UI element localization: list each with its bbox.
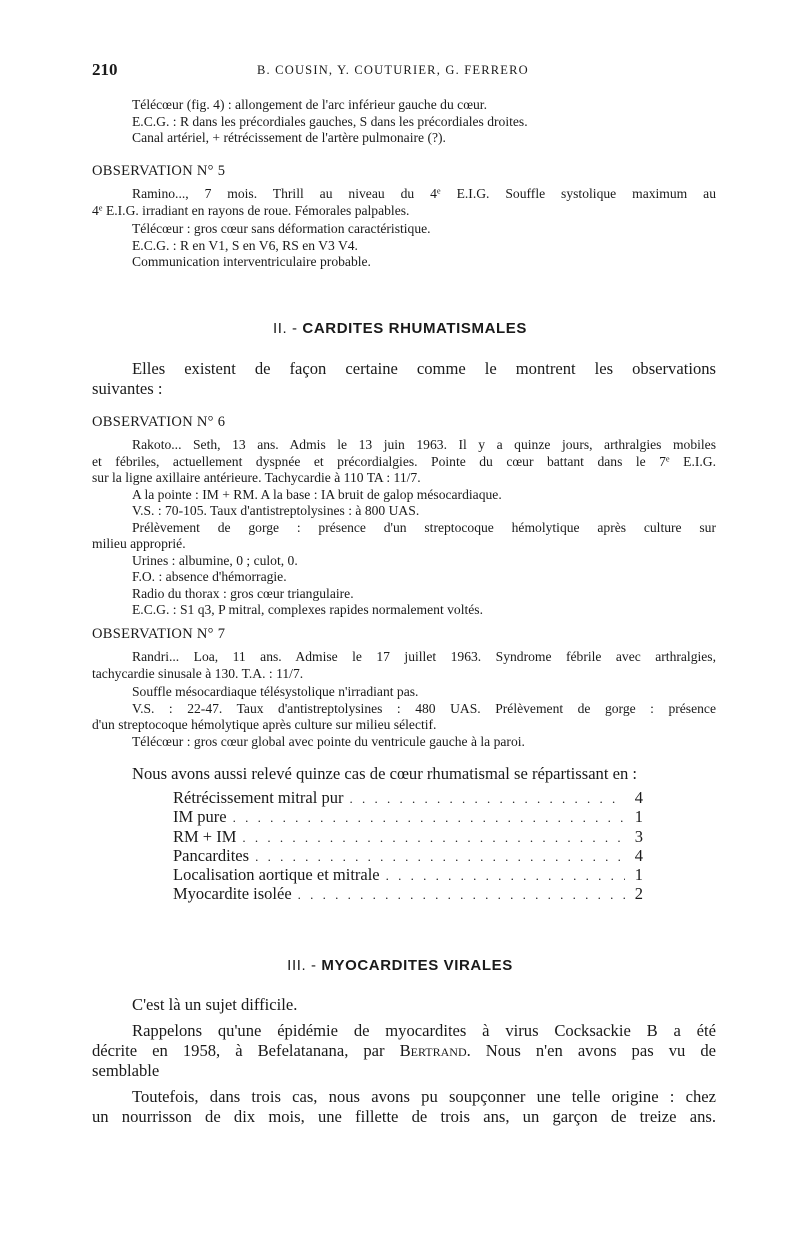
- section-heading: MYOCARDITES VIRALES: [321, 957, 513, 974]
- section-3-body: [92, 995, 716, 1127]
- text-line: Rappelons qu'une épidémie de myocardites à virus Cocksackie B a été: [132, 1021, 716, 1040]
- text-line: 4e E.I.G. irradiant en rayons de roue. Fémorales palpables.: [92, 201, 410, 218]
- list-item-label: IM pure: [173, 807, 227, 827]
- ordinal-superscript: e: [436, 185, 441, 196]
- ordinal-superscript: e: [98, 201, 103, 212]
- text-fragment: . Nous n'en avons pas vu de: [466, 1041, 716, 1060]
- dot-leader: [298, 887, 625, 903]
- list-item-value: 2: [634, 884, 643, 904]
- list-item-value: 4: [634, 845, 643, 865]
- observation-7-heading: OBSERVATION N° 7: [92, 626, 226, 642]
- running-head: B. COUSIN, Y. COUTURIER, G. FERRERO: [257, 63, 529, 77]
- list-item-label: Pancardites: [173, 845, 250, 865]
- section-2-intro: [92, 359, 716, 399]
- list-item: [173, 807, 643, 826]
- text-line: Randri... Loa, 11 ans. Admise le 17 juillet 1963. Syndrome fébrile avec arthralgies,: [132, 649, 716, 664]
- text-line: C'est là un sujet difficile.: [132, 995, 298, 1014]
- text-line: [92, 1041, 716, 1061]
- page-number: 210: [92, 60, 118, 79]
- previous-observation: [92, 97, 716, 147]
- text-line: E.C.G. : R dans les précordiales gauches, S dans les précordiales droites.: [132, 113, 528, 129]
- text-line: E.C.G. : R en V1, S en V6, RS en V3 V4.: [132, 237, 358, 253]
- text-line: sur la ligne axillaire antérieure. Tachycardie à 110 TA : 11/7.: [92, 470, 421, 485]
- dot-leader: [349, 791, 625, 807]
- observation-5-body: [92, 186, 716, 271]
- dot-leader: [386, 868, 625, 884]
- text-line: Ramino..., 7 mois. Thrill au niveau du 4e E.I.G. Souffle systolique maximum au: [132, 185, 716, 201]
- text-line: E.C.G. : S1 q3, P mitral, complexes rapides normalement voltés.: [132, 602, 483, 617]
- observation-6-body: [92, 437, 716, 619]
- list-item: [173, 846, 643, 865]
- list-item: [173, 865, 643, 884]
- observation-7-body: [92, 649, 716, 750]
- text-line: tachycardie sinusale à 130. T.A. : 11/7.: [92, 665, 304, 681]
- section-2-title: [0, 320, 800, 337]
- text-line: Souffle mésocardiaque télésystolique n'irradiant pas.: [132, 684, 419, 699]
- text-line: Télécœur : gros cœur global avec pointe du ventricule gauche à la paroi.: [132, 733, 525, 749]
- section-number: III. -: [287, 957, 317, 974]
- text-line: suivantes :: [92, 379, 163, 398]
- text-line: Urines : albumine, 0 ; culot, 0.: [132, 552, 298, 568]
- text-line: Elles existent de façon certaine comme le montrent les observations: [132, 359, 716, 378]
- list-item: [173, 884, 643, 903]
- section-3-title: [0, 957, 800, 974]
- text-line: Toutefois, dans trois cas, nous avons pu soupçonner une telle origine : chez: [132, 1087, 716, 1106]
- text-line: V.S. : 70-105. Taux d'antistreptolysines : à 800 UAS.: [132, 503, 420, 518]
- list-item-label: Rétrécissement mitral pur: [173, 788, 344, 807]
- text-line: Télécœur (fig. 4) : allongement de l'arc inférieur gauche du cœur.: [132, 97, 487, 112]
- dot-leader: [255, 849, 625, 865]
- ordinal-superscript: e: [665, 452, 670, 463]
- list-item-value: 3: [634, 826, 643, 846]
- text-line: Communication interventriculaire probable.: [132, 254, 371, 269]
- page-header: [92, 60, 716, 82]
- list-item-value: 1: [634, 807, 643, 827]
- text-line: d'un streptocoque hémolytique après culture sur milieu sélectif.: [92, 717, 437, 732]
- text-line: milieu approprié.: [92, 536, 186, 551]
- text-line: Nous avons aussi relevé quinze cas de cœur rhumatismal se répartissant en :: [132, 764, 638, 783]
- list-item-label: Localisation aortique et mitrale: [173, 865, 380, 885]
- text-line: A la pointe : IM + RM. A la base : IA bruit de galop mésocardiaque.: [132, 486, 502, 502]
- dot-leader: [242, 830, 625, 846]
- text-line: Prélèvement de gorge : présence d'un streptocoque hémolytique après culture sur: [132, 519, 716, 535]
- list-item-value: 1: [634, 865, 643, 885]
- text-line: Radio du thorax : gros cœur triangulaire.: [132, 585, 354, 601]
- author-name: Bertrand: [399, 1041, 467, 1060]
- observation-5-heading: OBSERVATION N° 5: [92, 163, 226, 179]
- list-item-label: Myocardite isolée: [173, 884, 292, 904]
- text-line: et fébriles, actuellement dyspnée et précordialgies. Pointe du cœur battant dans le 7e E.I.G.: [92, 452, 716, 469]
- case-distribution-list: [173, 788, 643, 904]
- text-line: V.S. : 22-47. Taux d'antistreptolysines : 480 UAS. Prélèvement de gorge : présence: [132, 700, 716, 716]
- text-line: Rakoto... Seth, 13 ans. Admis le 13 juin 1963. Il y a quinze jours, arthralgies mobiles: [132, 437, 716, 452]
- text-line: un nourrisson de dix mois, une fillette de trois ans, un garçon de treize ans.: [92, 1107, 716, 1126]
- text-line: semblable: [92, 1061, 160, 1080]
- list-item-label: RM + IM: [173, 826, 237, 846]
- section-number: II. -: [272, 320, 298, 337]
- text-line: F.O. : absence d'hémorragie.: [132, 569, 287, 584]
- dot-leader: [233, 810, 625, 826]
- text-line: Canal artériel, + rétrécissement de l'artère pulmonaire (?).: [132, 130, 446, 145]
- summary-intro: [92, 764, 716, 784]
- list-item: [173, 827, 643, 846]
- text-fragment: décrite en 1958, à Befelatanana, par: [92, 1041, 400, 1060]
- list-item-value: 4: [634, 788, 643, 807]
- list-item: [173, 788, 643, 807]
- observation-6-heading: OBSERVATION N° 6: [92, 414, 226, 430]
- text-line: Télécœur : gros cœur sans déformation caractéristique.: [132, 221, 431, 236]
- section-heading: CARDITES RHUMATISMALES: [302, 320, 528, 337]
